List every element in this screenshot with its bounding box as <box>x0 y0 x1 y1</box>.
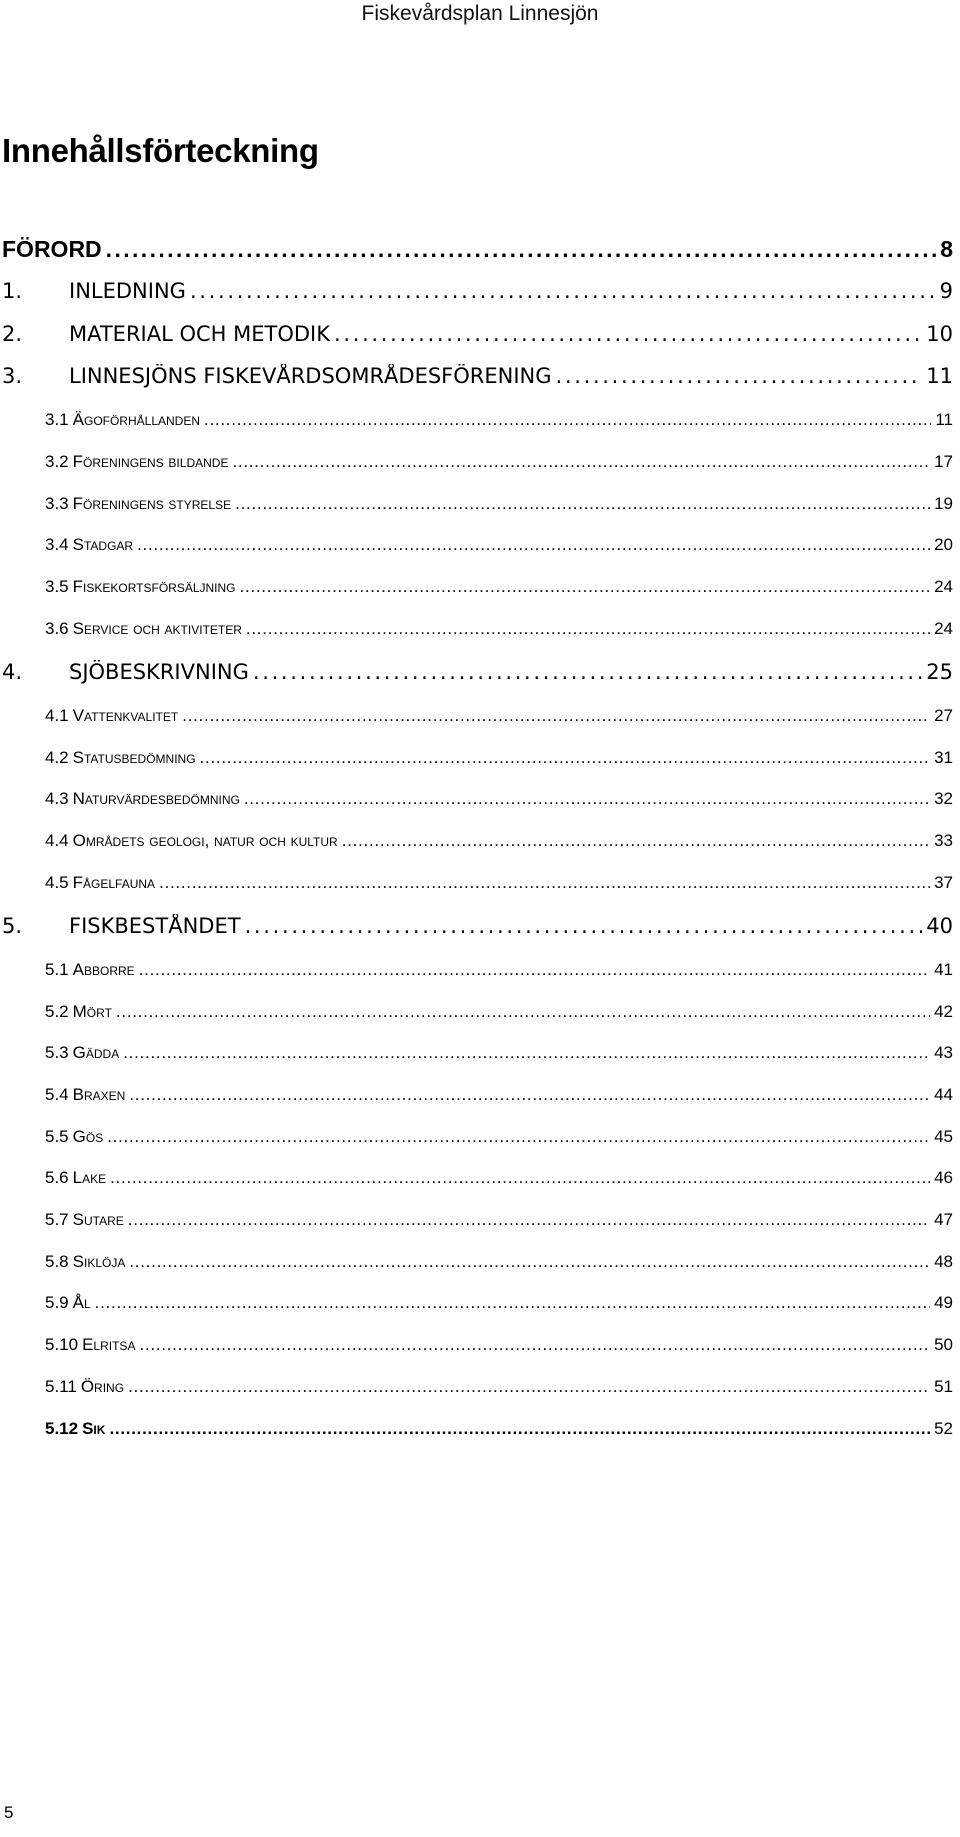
toc-entry-section[interactable] <box>0 1252 953 1272</box>
toc-entry-number: 5.10 <box>45 1335 79 1354</box>
toc-entry-label: Vattenkvalitet <box>72 706 179 725</box>
toc-entry-number: 5.7 <box>45 1210 69 1229</box>
toc-entry-section[interactable] <box>0 1377 953 1397</box>
toc-entry-label: Sutare <box>72 1210 124 1229</box>
toc-entry-number: 5.6 <box>45 1168 69 1187</box>
toc-leader <box>129 1252 930 1272</box>
toc-leader <box>200 748 931 768</box>
toc-entry-number: 4.3 <box>45 789 69 808</box>
toc-leader <box>204 410 931 430</box>
toc-leader <box>123 1043 930 1063</box>
toc-entry-page: 24 <box>934 577 953 596</box>
toc-entry-label: Föreningens styrelse <box>72 494 232 513</box>
toc-entry-number: 3.3 <box>45 494 69 513</box>
toc-entry-number: 3.5 <box>45 577 69 596</box>
toc-entry-number: 5.8 <box>45 1252 69 1271</box>
toc-entry-section[interactable] <box>0 1210 953 1230</box>
toc-entry-number: 5.12 <box>45 1419 79 1438</box>
toc-entry-label: MATERIAL OCH METODIK <box>69 322 331 346</box>
toc-entry-number: 5.11 <box>45 1377 77 1396</box>
toc-entry-number: 3.6 <box>45 619 69 638</box>
toc-leader <box>246 619 930 639</box>
toc-entry-number: 4.1 <box>45 706 69 725</box>
toc-entry-number: 5.2 <box>45 1002 69 1021</box>
toc-entry-page: 48 <box>934 1252 953 1271</box>
toc-entry-number: 3.2 <box>45 452 69 471</box>
toc-leader <box>235 494 930 514</box>
toc-entry-section[interactable] <box>0 1127 953 1147</box>
toc-leader <box>129 1085 930 1105</box>
toc-leader <box>342 831 930 851</box>
toc-entry-section[interactable] <box>0 1293 953 1313</box>
toc-heading: Innehållsförteckning <box>2 132 319 169</box>
toc-entry-page: 8 <box>940 236 953 262</box>
toc-entry-label: Ål <box>72 1293 91 1312</box>
toc-entry-page: 24 <box>934 619 953 638</box>
toc-entry-page: 49 <box>934 1293 953 1312</box>
toc-entry-label: FISKBESTÅNDET <box>69 914 241 938</box>
toc-entry-page: 10 <box>926 322 953 346</box>
toc-entry-section[interactable] <box>0 1168 953 1188</box>
toc-entry-number: 3.4 <box>45 535 69 554</box>
toc-leader <box>232 452 930 472</box>
toc-entry-label: Stadgar <box>72 535 134 554</box>
toc-entry-section[interactable] <box>0 494 953 514</box>
toc-leader <box>253 660 922 684</box>
toc-entry-page: 33 <box>934 831 953 850</box>
toc-leader <box>190 279 936 303</box>
toc-entry-page: 32 <box>934 789 953 808</box>
toc-entry-chapter-1[interactable] <box>0 279 953 303</box>
toc-leader <box>110 1168 930 1188</box>
toc-entry-number: 5.3 <box>45 1043 69 1062</box>
toc-entry-number: 5.5 <box>45 1127 69 1146</box>
toc-entry-section[interactable] <box>0 1419 953 1439</box>
toc-entry-chapter-4[interactable] <box>0 660 953 684</box>
toc-entry-page: 19 <box>934 494 953 513</box>
toc-entry-chapter-3[interactable] <box>0 364 953 388</box>
toc-entry-section[interactable] <box>0 831 953 851</box>
toc-leader <box>107 1127 930 1147</box>
toc-entry-number: 4.5 <box>45 873 69 892</box>
toc-leader <box>106 236 937 263</box>
toc-entry-number: 3. <box>2 364 23 388</box>
toc-leader <box>334 322 922 346</box>
toc-entry-label: Service och aktiviteter <box>72 619 242 638</box>
toc-entry-section[interactable] <box>0 748 953 768</box>
toc-entry-page: 42 <box>934 1002 953 1021</box>
toc-entry-label: FÖRORD <box>2 236 102 262</box>
toc-entry-page: 41 <box>934 960 953 979</box>
toc-entry-label: Mört <box>72 1002 112 1021</box>
toc-entry-page: 52 <box>934 1419 953 1438</box>
toc-entry-page: 45 <box>934 1127 953 1146</box>
toc-entry-label: Elritsa <box>82 1335 136 1354</box>
toc-entry-page: 37 <box>934 873 953 892</box>
toc-entry-number: 3.1 <box>45 410 69 429</box>
toc-entry-number: 5. <box>2 914 23 938</box>
toc-entry-label: Fågelfauna <box>72 873 156 892</box>
toc-entry-section[interactable] <box>0 452 953 472</box>
toc-entry-label: Ägoförhållanden <box>72 410 201 429</box>
toc-leader <box>137 535 930 555</box>
toc-leader <box>139 1335 930 1355</box>
toc-entry-label: Siklöja <box>72 1252 126 1271</box>
toc-entry-label: Naturvärdesbedömning <box>72 789 240 808</box>
toc-entry-section[interactable] <box>0 873 953 893</box>
toc-entry-number: 4.4 <box>45 831 69 850</box>
toc-entry-section[interactable] <box>0 410 953 430</box>
toc-leader <box>128 1210 930 1230</box>
toc-entry-page: 51 <box>934 1377 953 1396</box>
toc-entry-page: 43 <box>934 1043 953 1062</box>
toc-entry-chapter-5[interactable] <box>0 914 953 938</box>
toc-leader <box>244 789 930 809</box>
toc-entry-page: 9 <box>939 279 953 303</box>
toc-entry-label: Områdets geologi, natur och kultur <box>72 831 338 850</box>
toc-entry-number: 4. <box>2 660 23 684</box>
toc-entry-section[interactable] <box>0 535 953 555</box>
running-header: Fiskevårdsplan Linnesjön <box>361 2 599 25</box>
toc-entry-page: 17 <box>934 452 953 471</box>
toc-leader <box>240 577 931 597</box>
page-number: 5 <box>4 1803 14 1822</box>
toc-entry-label: Fiskekortsförsäljning <box>72 577 236 596</box>
toc-entry-page: 27 <box>934 706 953 725</box>
toc-entry-page: 50 <box>934 1335 953 1354</box>
toc-leader <box>245 914 923 938</box>
toc-entry-label: INLEDNING <box>69 279 186 303</box>
toc-entry-label: Gös <box>72 1127 104 1146</box>
toc-entry-foreword[interactable] <box>0 236 953 263</box>
toc-entry-section[interactable] <box>0 1002 953 1022</box>
toc-entry-page: 31 <box>934 748 953 767</box>
toc-entry-page: 46 <box>934 1168 953 1187</box>
toc-entry-chapter-2[interactable] <box>0 322 953 346</box>
toc-entry-number: 5.1 <box>45 960 69 979</box>
toc-leader <box>556 364 923 388</box>
toc-entry-section[interactable] <box>0 706 953 726</box>
toc-leader <box>139 960 930 980</box>
toc-entry-page: 20 <box>934 535 953 554</box>
toc-entry-section[interactable] <box>0 1085 953 1105</box>
toc-entry-page: 25 <box>926 660 953 684</box>
toc-entry-number: 5.4 <box>45 1085 69 1104</box>
toc-entry-label: Sik <box>82 1419 106 1438</box>
toc-entry-section[interactable] <box>0 1335 953 1355</box>
toc-entry-label: Föreningens bildande <box>72 452 229 471</box>
toc-leader <box>128 1377 930 1397</box>
toc-leader <box>159 873 930 893</box>
toc-leader <box>182 706 930 726</box>
toc-entry-page: 44 <box>934 1085 953 1104</box>
toc-entry-number: 5.9 <box>45 1293 69 1312</box>
toc-entry-section[interactable] <box>0 1043 953 1063</box>
toc-entry-number: 1. <box>2 279 23 303</box>
toc-entry-label: SJÖBESKRIVNING <box>69 660 249 684</box>
toc-entry-section[interactable] <box>0 619 953 639</box>
toc-entry-label: Abborre <box>72 960 135 979</box>
toc-leader <box>116 1002 930 1022</box>
toc-entry-section[interactable] <box>0 789 953 809</box>
toc-entry-label: Gädda <box>72 1043 120 1062</box>
toc-entry-label: Öring <box>80 1377 125 1396</box>
toc-entry-section[interactable] <box>0 577 953 597</box>
toc-entry-number: 4.2 <box>45 748 69 767</box>
toc-entry-page: 40 <box>926 914 953 938</box>
toc-entry-label: LINNESJÖNS FISKEVÅRDSOMRÅDESFÖRENING <box>69 364 552 388</box>
toc-entry-label: Lake <box>72 1168 107 1187</box>
toc-entry-section[interactable] <box>0 960 953 980</box>
toc-entry-label: Braxen <box>72 1085 126 1104</box>
toc-leader <box>95 1293 930 1313</box>
toc-entry-page: 11 <box>926 364 953 388</box>
toc-entry-page: 11 <box>935 410 953 429</box>
toc-leader <box>109 1419 930 1439</box>
toc-entry-label: Statusbedömning <box>72 748 196 767</box>
toc-entry-number: 2. <box>2 322 23 346</box>
toc-entry-page: 47 <box>934 1210 953 1229</box>
